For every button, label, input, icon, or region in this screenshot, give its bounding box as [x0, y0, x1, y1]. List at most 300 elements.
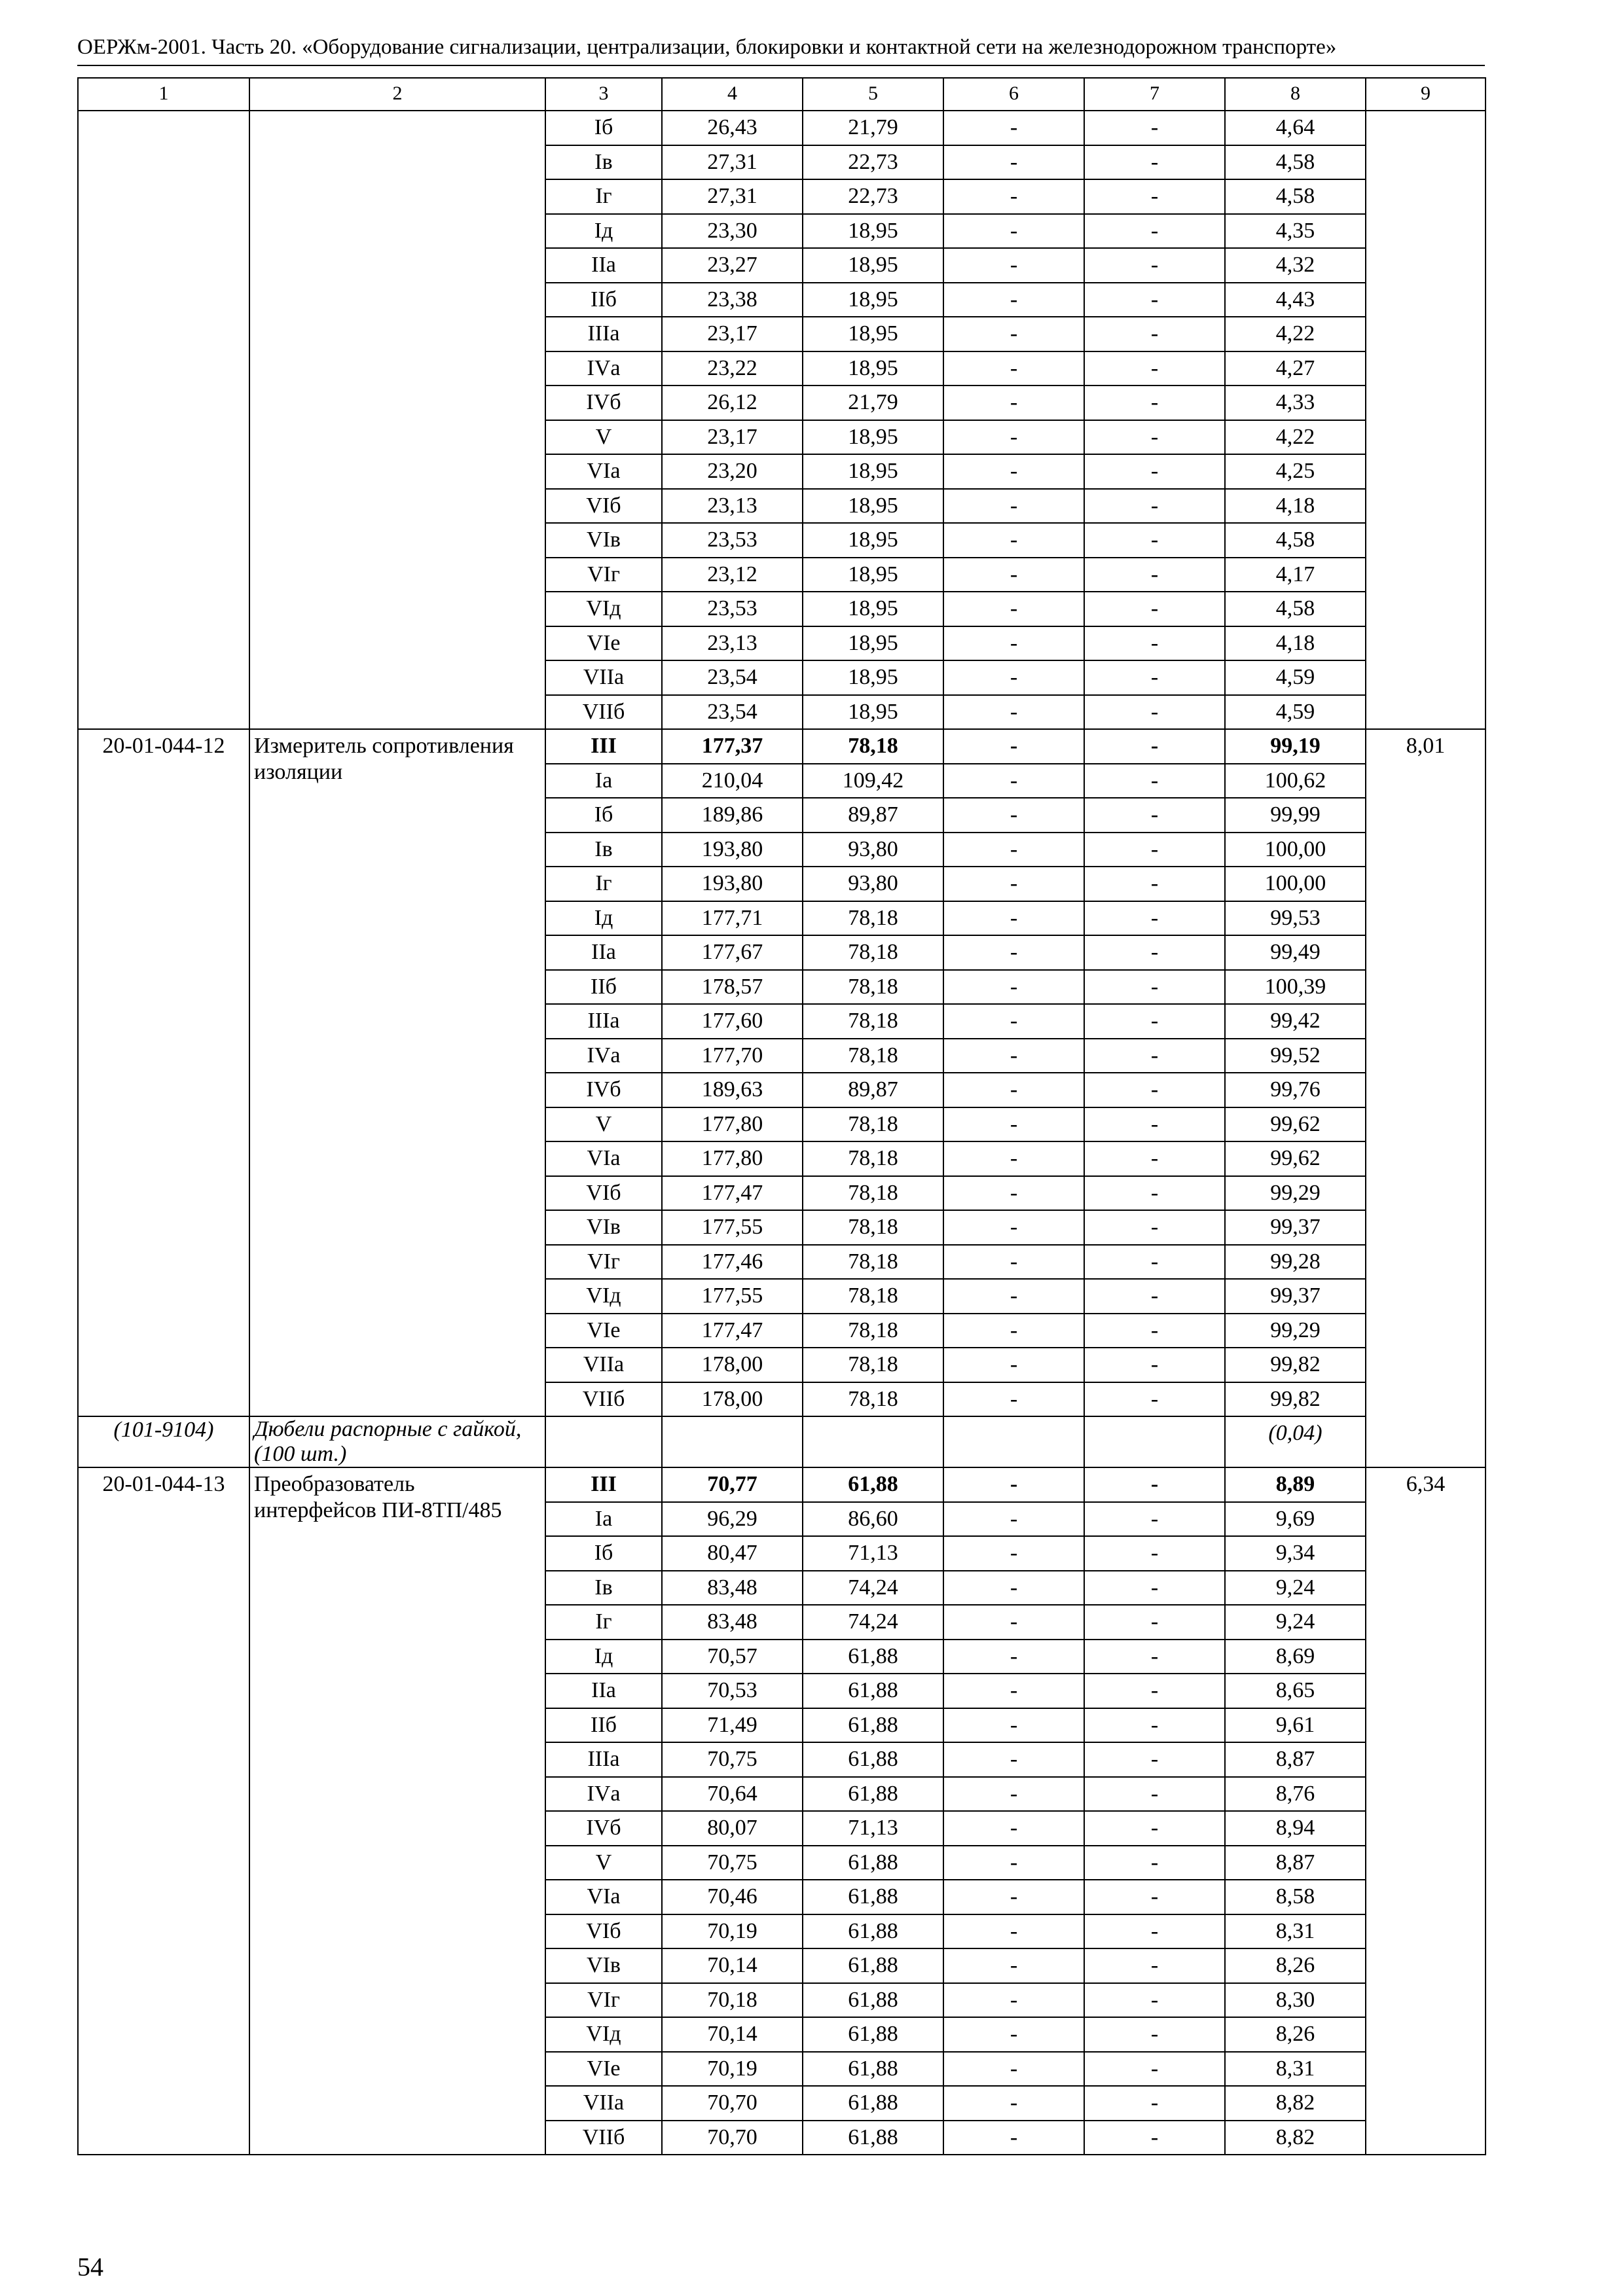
total-cost-cell: 189,63 — [662, 1073, 803, 1107]
machinist-wages-cell: - — [1084, 1348, 1225, 1382]
column-number: 3 — [545, 78, 662, 111]
total-cost-cell: 70,75 — [662, 1742, 803, 1777]
zone-cell: V — [545, 1846, 662, 1880]
total-cost-cell: 23,54 — [662, 695, 803, 730]
materials-cost-cell: 9,69 — [1225, 1502, 1366, 1537]
machine-cost-cell: - — [943, 1777, 1084, 1812]
machinist-wages-cell: - — [1084, 386, 1225, 420]
materials-cost-cell: 4,59 — [1225, 660, 1366, 695]
machine-cost-cell: - — [943, 214, 1084, 249]
total-cost-cell: 70,14 — [662, 1948, 803, 1983]
machinist-wages-cell: - — [1084, 764, 1225, 798]
total-cost-cell: 23,17 — [662, 317, 803, 351]
materials-cost-cell: 99,42 — [1225, 1004, 1366, 1039]
zone-cell: IIа — [545, 935, 662, 970]
wages-cell: 61,88 — [803, 2017, 943, 2052]
machine-cost-cell: - — [943, 1039, 1084, 1073]
zone-cell: VIв — [545, 1948, 662, 1983]
materials-cost-cell: 8,26 — [1225, 1948, 1366, 1983]
machine-cost-cell: - — [943, 2052, 1084, 2087]
total-cost-cell: 210,04 — [662, 764, 803, 798]
materials-cost-cell: 8,82 — [1225, 2086, 1366, 2121]
total-cost-cell: 80,07 — [662, 1811, 803, 1846]
zone-cell: VIа — [545, 454, 662, 489]
materials-cost-cell: 4,58 — [1225, 592, 1366, 626]
materials-cost-cell: 4,32 — [1225, 248, 1366, 283]
machine-cost-cell: - — [943, 317, 1084, 351]
materials-cost-cell: 4,58 — [1225, 523, 1366, 558]
materials-cost-cell: 4,33 — [1225, 386, 1366, 420]
total-cost-cell: 70,75 — [662, 1846, 803, 1880]
materials-cost-cell: 4,64 — [1225, 111, 1366, 145]
wages-cell: 22,73 — [803, 145, 943, 180]
machine-cost-cell: - — [943, 1348, 1084, 1382]
total-cost-cell: 177,47 — [662, 1176, 803, 1211]
wages-cell: 93,80 — [803, 867, 943, 901]
materials-cost-cell: 99,53 — [1225, 901, 1366, 936]
total-cost-cell: 177,55 — [662, 1210, 803, 1245]
machine-cost-cell: - — [943, 2121, 1084, 2155]
table-row — [78, 111, 1486, 145]
machine-cost-cell: - — [943, 970, 1084, 1005]
materials-cost-cell: 8,82 — [1225, 2121, 1366, 2155]
machine-cost-cell: - — [943, 1640, 1084, 1674]
machinist-wages-cell: - — [1084, 729, 1225, 764]
page-number: 54 — [77, 2252, 103, 2282]
wages-cell: 61,88 — [803, 1742, 943, 1777]
zone-cell: Iв — [545, 145, 662, 180]
machinist-wages-cell: - — [1084, 1245, 1225, 1280]
zone-cell: IIIа — [545, 1742, 662, 1777]
materials-cost-cell: 8,87 — [1225, 1846, 1366, 1880]
machinist-wages-cell: - — [1084, 1948, 1225, 1983]
materials-cost-cell: 8,76 — [1225, 1777, 1366, 1812]
machine-cost-cell: - — [943, 1314, 1084, 1348]
machine-cost-cell: - — [943, 935, 1084, 970]
machinist-wages-cell: - — [1084, 1279, 1225, 1314]
wages-cell: 61,88 — [803, 1777, 943, 1812]
wages-cell: 78,18 — [803, 1210, 943, 1245]
machinist-wages-cell: - — [1084, 558, 1225, 592]
wages-cell: 18,95 — [803, 454, 943, 489]
material-code: (101-9104) — [78, 1416, 249, 1467]
machine-cost-cell: - — [943, 1880, 1084, 1914]
machine-cost-cell: - — [943, 1914, 1084, 1949]
machinist-wages-cell: - — [1084, 1846, 1225, 1880]
machine-cost-cell: - — [943, 1073, 1084, 1107]
machinist-wages-cell: - — [1084, 2086, 1225, 2121]
wages-cell: 78,18 — [803, 1107, 943, 1142]
materials-cost-cell: 8,69 — [1225, 1640, 1366, 1674]
zone-cell: VIб — [545, 489, 662, 524]
zone-cell: VIа — [545, 1141, 662, 1176]
wages-cell: 18,95 — [803, 558, 943, 592]
total-cost-cell: 177,71 — [662, 901, 803, 936]
col9-cell — [1366, 111, 1486, 729]
total-cost-cell: 23,13 — [662, 626, 803, 661]
materials-cost-cell: 100,00 — [1225, 867, 1366, 901]
machinist-wages-cell: - — [1084, 214, 1225, 249]
machinist-wages-cell: - — [1084, 1382, 1225, 1417]
wages-cell: 61,88 — [803, 2052, 943, 2087]
wages-cell: 78,18 — [803, 1141, 943, 1176]
zone-cell: III — [545, 1467, 662, 1502]
zone-cell: Iг — [545, 1605, 662, 1640]
machinist-wages-cell: - — [1084, 660, 1225, 695]
machine-cost-cell: - — [943, 660, 1084, 695]
materials-cost-cell: 99,99 — [1225, 798, 1366, 833]
wages-cell: 18,95 — [803, 523, 943, 558]
machine-cost-cell: - — [943, 1502, 1084, 1537]
wages-cell: 78,18 — [803, 729, 943, 764]
machine-cost-cell: - — [943, 1571, 1084, 1605]
zone-cell: VIб — [545, 1914, 662, 1949]
total-cost-cell: 193,80 — [662, 833, 803, 867]
zone-cell: VIа — [545, 1880, 662, 1914]
machine-cost-cell: - — [943, 592, 1084, 626]
machine-cost-cell: - — [943, 145, 1084, 180]
machinist-wages-cell: - — [1084, 1708, 1225, 1743]
wages-cell: 61,88 — [803, 1983, 943, 2018]
wages-cell: 18,95 — [803, 283, 943, 317]
zone-cell: VIв — [545, 523, 662, 558]
total-cost-cell: 23,13 — [662, 489, 803, 524]
wages-cell: 21,79 — [803, 111, 943, 145]
machinist-wages-cell: - — [1084, 283, 1225, 317]
machine-cost-cell: - — [943, 695, 1084, 730]
zone-cell: IVа — [545, 1039, 662, 1073]
wages-cell: 18,95 — [803, 317, 943, 351]
zone-cell: VIг — [545, 1983, 662, 2018]
wages-cell: 78,18 — [803, 970, 943, 1005]
zone-cell: VIд — [545, 1279, 662, 1314]
zone-cell: IVб — [545, 386, 662, 420]
wages-cell: 74,24 — [803, 1571, 943, 1605]
machine-cost-cell: - — [943, 1279, 1084, 1314]
total-cost-cell: 177,47 — [662, 1314, 803, 1348]
zone-cell: VIIб — [545, 2121, 662, 2155]
machinist-wages-cell: - — [1084, 454, 1225, 489]
wages-cell: 78,18 — [803, 935, 943, 970]
machinist-wages-cell: - — [1084, 1073, 1225, 1107]
zone-cell: IIа — [545, 1674, 662, 1708]
total-cost-cell: 70,70 — [662, 2086, 803, 2121]
wages-cell: 61,88 — [803, 1846, 943, 1880]
materials-cost-cell: 99,49 — [1225, 935, 1366, 970]
zone-cell: Iа — [545, 1502, 662, 1537]
materials-cost-cell: 99,29 — [1225, 1314, 1366, 1348]
machinist-wages-cell: - — [1084, 1674, 1225, 1708]
machine-cost-cell: - — [943, 1536, 1084, 1571]
machine-cost-cell: - — [943, 1467, 1084, 1502]
wages-cell: 61,88 — [803, 1914, 943, 1949]
zone-cell: IIа — [545, 248, 662, 283]
wages-cell: 89,87 — [803, 1073, 943, 1107]
machinist-wages-cell: - — [1084, 1605, 1225, 1640]
total-cost-cell: 80,47 — [662, 1536, 803, 1571]
machine-cost-cell: - — [943, 523, 1084, 558]
wages-cell: 78,18 — [803, 1004, 943, 1039]
wages-cell: 71,13 — [803, 1536, 943, 1571]
total-cost-cell: 26,43 — [662, 111, 803, 145]
total-cost-cell: 83,48 — [662, 1571, 803, 1605]
zone-cell: V — [545, 1107, 662, 1142]
machine-cost-cell: - — [943, 1176, 1084, 1211]
wages-cell: 61,88 — [803, 1880, 943, 1914]
zone-cell: VIб — [545, 1176, 662, 1211]
materials-cost-cell: 4,27 — [1225, 351, 1366, 386]
total-cost-cell: 27,31 — [662, 179, 803, 214]
materials-cost-cell: 99,82 — [1225, 1382, 1366, 1417]
machine-cost-cell: - — [943, 1948, 1084, 1983]
machinist-wages-cell: - — [1084, 1314, 1225, 1348]
materials-cost-cell: 100,62 — [1225, 764, 1366, 798]
material-name: Дюбели распорные с гайкой, (100 шт.) — [249, 1416, 545, 1467]
machine-cost-cell: - — [943, 2017, 1084, 2052]
wages-cell: 74,24 — [803, 1605, 943, 1640]
machine-cost-cell: - — [943, 283, 1084, 317]
zone-cell: III — [545, 729, 662, 764]
wages-cell: 18,95 — [803, 695, 943, 730]
materials-cost-cell: 4,43 — [1225, 283, 1366, 317]
total-cost-cell: 70,18 — [662, 1983, 803, 2018]
table-row — [78, 729, 1486, 764]
wages-cell: 78,18 — [803, 1314, 943, 1348]
machinist-wages-cell: - — [1084, 1777, 1225, 1812]
machine-cost-cell: - — [943, 1674, 1084, 1708]
machine-cost-cell: - — [943, 1846, 1084, 1880]
materials-cost-cell: 8,89 — [1225, 1467, 1366, 1502]
zone-cell: IVб — [545, 1073, 662, 1107]
wages-cell: 22,73 — [803, 179, 943, 214]
materials-cost-cell: 99,62 — [1225, 1107, 1366, 1142]
zone-cell: Iд — [545, 214, 662, 249]
empty-cell — [1084, 1416, 1225, 1467]
zone-cell: IVа — [545, 351, 662, 386]
machinist-wages-cell: - — [1084, 489, 1225, 524]
total-cost-cell: 70,70 — [662, 2121, 803, 2155]
total-cost-cell: 70,57 — [662, 1640, 803, 1674]
machinist-wages-cell: - — [1084, 2121, 1225, 2155]
machinist-wages-cell: - — [1084, 317, 1225, 351]
empty-cell — [943, 1416, 1084, 1467]
machine-cost-cell: - — [943, 1983, 1084, 2018]
total-cost-cell: 189,86 — [662, 798, 803, 833]
total-cost-cell: 23,12 — [662, 558, 803, 592]
materials-cost-cell: 8,31 — [1225, 2052, 1366, 2087]
wages-cell: 18,95 — [803, 214, 943, 249]
wages-cell: 61,88 — [803, 2086, 943, 2121]
materials-cost-cell: 99,62 — [1225, 1141, 1366, 1176]
total-cost-cell: 23,27 — [662, 248, 803, 283]
wages-cell: 78,18 — [803, 1176, 943, 1211]
zone-cell: VIг — [545, 558, 662, 592]
zone-cell: VIе — [545, 626, 662, 661]
machinist-wages-cell: - — [1084, 2017, 1225, 2052]
machine-cost-cell: - — [943, 1708, 1084, 1743]
wages-cell: 18,95 — [803, 420, 943, 455]
machine-cost-cell: - — [943, 1605, 1084, 1640]
total-cost-cell: 96,29 — [662, 1502, 803, 1537]
total-cost-cell: 177,80 — [662, 1141, 803, 1176]
machine-cost-cell: - — [943, 1210, 1084, 1245]
wages-cell: 18,95 — [803, 592, 943, 626]
zone-cell: Iг — [545, 179, 662, 214]
machinist-wages-cell: - — [1084, 1983, 1225, 2018]
wages-cell: 61,88 — [803, 1708, 943, 1743]
zone-cell: VIе — [545, 2052, 662, 2087]
zone-cell: Iв — [545, 833, 662, 867]
machinist-wages-cell: - — [1084, 1004, 1225, 1039]
zone-cell: IIIа — [545, 1004, 662, 1039]
wages-cell: 78,18 — [803, 1279, 943, 1314]
materials-cost-cell: 4,59 — [1225, 695, 1366, 730]
materials-cost-cell: 4,22 — [1225, 420, 1366, 455]
wages-cell: 71,13 — [803, 1811, 943, 1846]
zone-cell: V — [545, 420, 662, 455]
total-cost-cell: 26,12 — [662, 386, 803, 420]
machinist-wages-cell: - — [1084, 592, 1225, 626]
wages-cell: 61,88 — [803, 1467, 943, 1502]
zone-cell: VIд — [545, 2017, 662, 2052]
materials-cost-cell: 4,58 — [1225, 145, 1366, 180]
zone-cell: IVа — [545, 1777, 662, 1812]
machine-cost-cell: - — [943, 901, 1084, 936]
machinist-wages-cell: - — [1084, 833, 1225, 867]
machinist-wages-cell: - — [1084, 523, 1225, 558]
machinist-wages-cell: - — [1084, 1640, 1225, 1674]
machine-cost-cell: - — [943, 351, 1084, 386]
materials-cost-cell: 4,25 — [1225, 454, 1366, 489]
materials-cost-cell: 99,82 — [1225, 1348, 1366, 1382]
machine-cost-cell: - — [943, 248, 1084, 283]
wages-cell: 89,87 — [803, 798, 943, 833]
zone-cell: Iб — [545, 798, 662, 833]
zone-cell: VIIб — [545, 695, 662, 730]
machine-cost-cell: - — [943, 454, 1084, 489]
machinist-wages-cell: - — [1084, 351, 1225, 386]
total-cost-cell: 23,22 — [662, 351, 803, 386]
materials-cost-cell: 99,37 — [1225, 1210, 1366, 1245]
total-cost-cell: 70,46 — [662, 1880, 803, 1914]
machinist-wages-cell: - — [1084, 1811, 1225, 1846]
machinist-wages-cell: - — [1084, 1176, 1225, 1211]
materials-cost-cell: 8,65 — [1225, 1674, 1366, 1708]
wages-cell: 78,18 — [803, 1348, 943, 1382]
machine-cost-cell: - — [943, 729, 1084, 764]
materials-cost-cell: 4,18 — [1225, 489, 1366, 524]
code-cell — [78, 111, 249, 729]
machinist-wages-cell: - — [1084, 1467, 1225, 1502]
machine-cost-cell: - — [943, 867, 1084, 901]
total-cost-cell: 70,64 — [662, 1777, 803, 1812]
machine-cost-cell: - — [943, 386, 1084, 420]
machinist-wages-cell: - — [1084, 1502, 1225, 1537]
machine-cost-cell: - — [943, 626, 1084, 661]
total-cost-cell: 23,53 — [662, 523, 803, 558]
materials-cost-cell: 99,76 — [1225, 1073, 1366, 1107]
machine-cost-cell: - — [943, 179, 1084, 214]
machine-cost-cell: - — [943, 558, 1084, 592]
machinist-wages-cell: - — [1084, 420, 1225, 455]
wages-cell: 86,60 — [803, 1502, 943, 1537]
machine-cost-cell: - — [943, 1004, 1084, 1039]
total-cost-cell: 70,19 — [662, 2052, 803, 2087]
zone-cell: Iд — [545, 901, 662, 936]
zone-cell: VIе — [545, 1314, 662, 1348]
table-row — [78, 1467, 1486, 1502]
total-cost-cell: 193,80 — [662, 867, 803, 901]
total-cost-cell: 70,14 — [662, 2017, 803, 2052]
zone-cell: IIб — [545, 970, 662, 1005]
material-value: (0,04) — [1225, 1416, 1366, 1467]
column-number: 9 — [1366, 78, 1486, 111]
wages-cell: 18,95 — [803, 248, 943, 283]
machinist-wages-cell: - — [1084, 1210, 1225, 1245]
zone-cell: VIIб — [545, 1382, 662, 1417]
zone-cell: VIIа — [545, 660, 662, 695]
wages-cell: 78,18 — [803, 1245, 943, 1280]
zone-cell: Iб — [545, 111, 662, 145]
total-cost-cell: 70,77 — [662, 1467, 803, 1502]
materials-cost-cell: 4,18 — [1225, 626, 1366, 661]
machinist-wages-cell: - — [1084, 867, 1225, 901]
machine-cost-cell: - — [943, 764, 1084, 798]
total-cost-cell: 177,55 — [662, 1279, 803, 1314]
machinist-wages-cell: - — [1084, 1571, 1225, 1605]
materials-cost-cell: 4,35 — [1225, 214, 1366, 249]
zone-cell: IIIа — [545, 317, 662, 351]
zone-cell: Iа — [545, 764, 662, 798]
machine-cost-cell: - — [943, 798, 1084, 833]
materials-cost-cell: 100,00 — [1225, 833, 1366, 867]
total-cost-cell: 27,31 — [662, 145, 803, 180]
machine-cost-cell: - — [943, 1382, 1084, 1417]
machine-cost-cell: - — [943, 489, 1084, 524]
total-cost-cell: 70,53 — [662, 1674, 803, 1708]
header-rule — [77, 65, 1485, 66]
materials-cost-cell: 100,39 — [1225, 970, 1366, 1005]
zone-cell: IIб — [545, 283, 662, 317]
machinist-wages-cell: - — [1084, 1141, 1225, 1176]
machine-cost-cell: - — [943, 2086, 1084, 2121]
machinist-wages-cell: - — [1084, 179, 1225, 214]
materials-cost-cell: 8,26 — [1225, 2017, 1366, 2052]
column-number: 4 — [662, 78, 803, 111]
wages-cell: 61,88 — [803, 1948, 943, 1983]
total-cost-cell: 178,00 — [662, 1382, 803, 1417]
machine-cost-cell: - — [943, 833, 1084, 867]
item-code: 20-01-044-12 — [78, 729, 249, 1416]
total-cost-cell: 23,54 — [662, 660, 803, 695]
material-row — [78, 1416, 1486, 1467]
materials-cost-cell: 9,34 — [1225, 1536, 1366, 1571]
machine-cost-cell: - — [943, 1141, 1084, 1176]
machine-cost-cell: - — [943, 1811, 1084, 1846]
materials-cost-cell: 99,19 — [1225, 729, 1366, 764]
column-number: 7 — [1084, 78, 1225, 111]
item-name: Измеритель сопротивления изоляции — [249, 729, 545, 1416]
machine-cost-cell: - — [943, 1742, 1084, 1777]
materials-cost-cell: 9,24 — [1225, 1605, 1366, 1640]
materials-cost-cell: 8,30 — [1225, 1983, 1366, 2018]
materials-cost-cell: 8,94 — [1225, 1811, 1366, 1846]
total-cost-cell: 177,70 — [662, 1039, 803, 1073]
total-cost-cell: 70,19 — [662, 1914, 803, 1949]
materials-cost-cell: 8,31 — [1225, 1914, 1366, 1949]
column-number: 1 — [78, 78, 249, 111]
empty-cell — [803, 1416, 943, 1467]
